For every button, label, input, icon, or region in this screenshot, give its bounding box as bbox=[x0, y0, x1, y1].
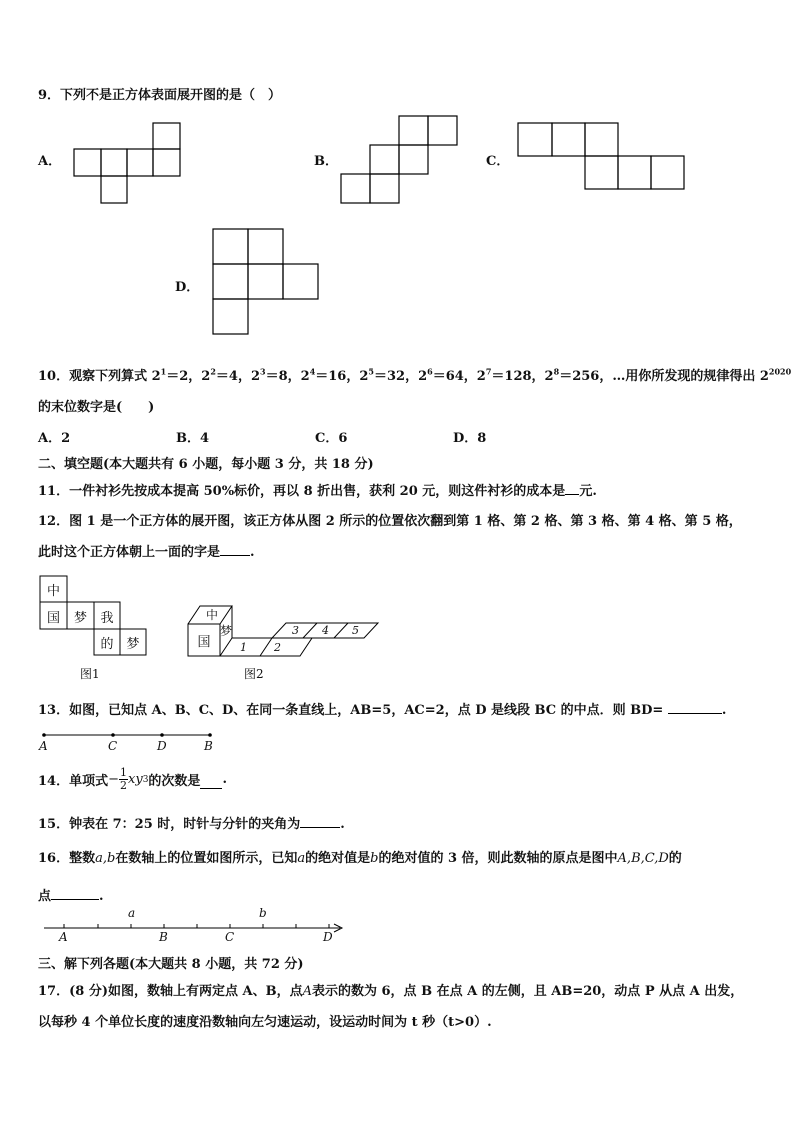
q9-stem: 9．下列不是正方体表面展开图的是（ ） bbox=[38, 88, 282, 103]
q10-choice-d: D．8 bbox=[453, 431, 487, 446]
q14-tail: . bbox=[222, 772, 227, 787]
q15-tail: . bbox=[340, 817, 345, 832]
q9-option-c-label: C． bbox=[486, 154, 510, 169]
q9-option-d-label: D． bbox=[175, 280, 200, 295]
q16-abcd: A,B,C,D bbox=[617, 851, 669, 866]
q17-point-a: A bbox=[302, 984, 312, 999]
q12-tail: . bbox=[250, 545, 255, 560]
cube-top-char: 中 bbox=[205, 608, 218, 622]
q17-part2: 表示的数为 6，点 B 在点 A 的左侧，且 AB=20，动点 P 从点 A 出发， bbox=[311, 984, 744, 999]
q16-line2: 点 bbox=[38, 889, 52, 904]
q13-tail: . bbox=[721, 703, 727, 718]
strip-number-5: 5 bbox=[352, 624, 359, 637]
q10-last-exponent: 2020 bbox=[768, 366, 792, 377]
q17-part1: 17．(8 分)如图，数轴上有两定点 A、B，点 bbox=[38, 984, 303, 999]
q10-value-5: ＝32，2 bbox=[373, 369, 428, 384]
q10-exponent-2: 2 bbox=[210, 366, 216, 377]
q13-text: 13．如图，已知点 A、B、C、D、在同一条直线上，AB=5，AC=2，点 D 是线段 BC 的中点．则 BD= bbox=[38, 703, 664, 718]
net-char-de: 的 bbox=[100, 637, 114, 652]
q10-exponent-7: 7 bbox=[485, 366, 492, 377]
q13-label-b: B bbox=[204, 739, 213, 753]
q17-stem-line1 bbox=[38, 980, 743, 999]
q14-denominator: 2 bbox=[120, 779, 127, 792]
q16-part4: 的绝对值的 3 倍，则此数轴的原点是图中 bbox=[378, 851, 618, 866]
net-char-guo: 国 bbox=[46, 611, 60, 626]
q16-axis-point-c: C bbox=[225, 930, 235, 944]
q16-axis-label-b: b bbox=[259, 906, 267, 920]
q16-axis-point-d: D bbox=[323, 930, 333, 944]
q16-part1: 16．整数 bbox=[38, 851, 96, 866]
q16-b: b bbox=[370, 851, 379, 866]
q10-stem-start: 10．观察下列算式 2 bbox=[38, 369, 161, 384]
q14-monomial: xy bbox=[128, 772, 143, 787]
q16-part5: 的 bbox=[668, 851, 682, 866]
q13-label-d: D bbox=[157, 739, 167, 753]
section-2-heading: 二、填空题(本大题共有 6 小题，每小题 3 分，共 18 分) bbox=[38, 457, 374, 472]
q10-value-1: ＝2，2 bbox=[166, 369, 211, 384]
q14-numerator: 1 bbox=[120, 766, 127, 779]
q10-exponent-6: 6 bbox=[427, 366, 433, 377]
q12-stem-line1: 12．图 1 是一个正方体的展开图，该正方体从图 2 所示的位置依次翻到第 1 格、第 2 格、第 3 格、第 4 格、第 5 格， bbox=[38, 514, 742, 529]
q10-value-7: ＝128，2 bbox=[491, 369, 554, 384]
net-char-zhong: 中 bbox=[46, 584, 60, 599]
q10-value-3: ＝8，2 bbox=[265, 369, 310, 384]
section-3-heading: 三、解下列各题(本大题共 8 小题，共 72 分) bbox=[38, 957, 304, 972]
q13-label-c: C bbox=[108, 739, 118, 753]
strip-number-3: 3 bbox=[292, 624, 299, 637]
q16-axis-point-b: B bbox=[159, 930, 168, 944]
q15-text: 15．钟表在 7：25 时，时针与分针的夹角为 bbox=[38, 817, 301, 832]
q16-axis-label-a: a bbox=[128, 906, 136, 920]
strip-number-1: 1 bbox=[240, 641, 247, 654]
cube-front-char: 国 bbox=[197, 635, 211, 650]
q10-exponent-4: 4 bbox=[309, 366, 316, 377]
q16-tail: . bbox=[99, 889, 104, 904]
q16-axis-point-a: A bbox=[59, 930, 68, 944]
q10-exponent-1: 1 bbox=[160, 366, 167, 377]
q9-option-b-label: B． bbox=[314, 154, 338, 169]
q10-choice-b: B．4 bbox=[176, 431, 210, 446]
q17-stem-line2: 以每秒 4 个单位长度的速度沿数轴向左匀速运动，设运动时间为 t 秒（t>0）. bbox=[38, 1015, 492, 1030]
q10-exponent-8: 8 bbox=[553, 366, 560, 377]
q10-value-8: ＝256，…用你所发现的规律得出 2 bbox=[559, 369, 769, 384]
q14-exponent: 3 bbox=[142, 774, 149, 785]
q16-a: a bbox=[297, 851, 306, 866]
strip-number-2: 2 bbox=[274, 641, 281, 654]
q10-value-4: ＝16，2 bbox=[315, 369, 369, 384]
q14-prefix: 14．单项式 bbox=[38, 774, 109, 789]
q9-option-a-label: A． bbox=[38, 154, 62, 169]
q16-ab: a,b bbox=[95, 851, 116, 866]
net-char-meng2: 梦 bbox=[126, 637, 140, 652]
q16-part3: 的绝对值是 bbox=[305, 851, 371, 866]
q13-label-a: A bbox=[39, 739, 48, 753]
strip-number-4: 4 bbox=[322, 624, 329, 637]
q10-value-6: ＝64，2 bbox=[432, 369, 486, 384]
q14-suffix: 的次数是 bbox=[148, 774, 201, 789]
q10-exponent-5: 5 bbox=[368, 366, 374, 377]
q10-stem-line2: 的末位数字是( ) bbox=[38, 400, 155, 415]
q12-figure2-caption: 图2 bbox=[244, 667, 264, 681]
net-char-meng1: 梦 bbox=[73, 611, 87, 626]
q10-choice-c: C．6 bbox=[315, 431, 348, 446]
q11-text: 11．一件衬衫先按成本提高 50%标价，再以 8 折出售，获利 20 元，则这件衬衫的成本是 bbox=[38, 484, 566, 499]
q16-part2: 在数轴上的位置如图所示，已知 bbox=[115, 851, 298, 866]
q10-value-2: ＝4，2 bbox=[215, 369, 261, 384]
q11-tail: 元. bbox=[579, 484, 597, 499]
q12-figure1-caption: 图1 bbox=[80, 667, 100, 681]
net-char-wo: 我 bbox=[100, 611, 114, 626]
q14-minus: − bbox=[108, 772, 119, 787]
cube-side-char: 梦 bbox=[220, 624, 233, 638]
q10-choice-a: A．2 bbox=[38, 431, 71, 446]
q12-text: 此时这个正方体朝上一面的字是 bbox=[38, 545, 221, 560]
q10-exponent-3: 3 bbox=[260, 366, 266, 377]
